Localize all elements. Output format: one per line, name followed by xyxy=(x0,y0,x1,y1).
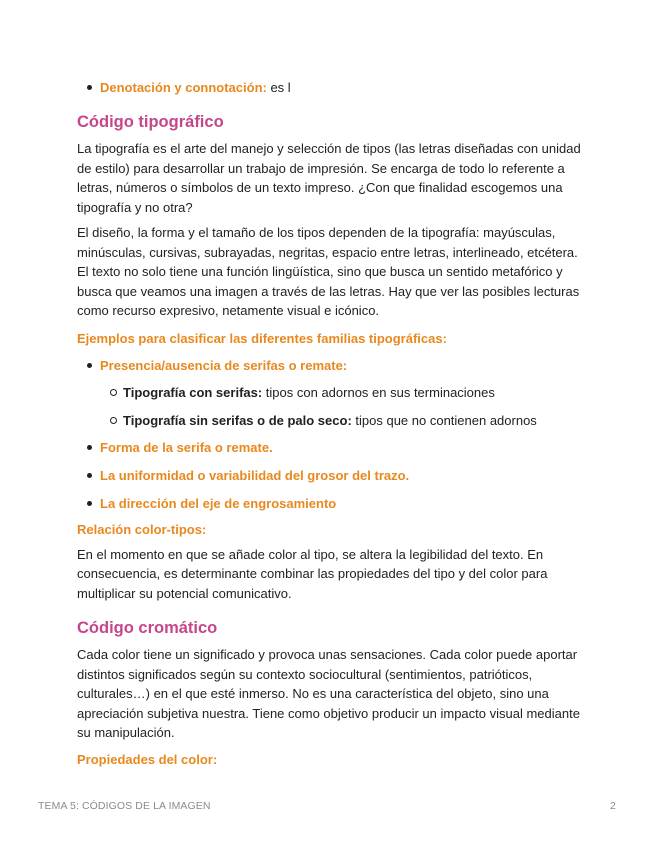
list-item xyxy=(77,78,587,97)
con-serifas-text: tipos con adornos en sus terminaciones xyxy=(262,384,495,400)
denotacion-label: Denotación y connotación: xyxy=(100,80,267,95)
tipografico-paragraph-1: La tipografía es el arte del manejo y selección de tipos (las letras diseñadas con unidad de estilo) para desarrollar un trabajo de impresión. Se encarga de todo lo referente a letras, números o símbolos de un texto impreso. ¿Con que finalidad escogemos una tipografía y no otra? xyxy=(77,141,581,215)
tipografico-paragraph-2: El diseño, la forma y el tamaño de los tipos dependen de la tipografía: mayúsculas, minúsculas, cursivas, subrayadas, negritas, espacio entre letras, interlineado, etcétera. El texto no solo tiene una función lingüística, sino que busca un sentido metafórico y busca que veamos una imagen a través de las letras. Hay que ver las posibles lecturas como recurso expresivo, netamente visual e icónico. xyxy=(77,225,580,318)
cromatico-paragraph-1: Cada color tiene un significado y provoca unas sensaciones. Cada color puede aportar distintos significados según su contexto sociocultural (sentimientos, patrióticos, culturales…) en el que esté inmerso. No es una característica del objeto, sino una apreciación subjetiva nuestra. Tiene como objetivo producir un impacto visual mediante su manipulación. xyxy=(77,647,580,740)
uniformidad-label: La uniformidad o variabilidad del grosor del trazo. xyxy=(100,467,410,483)
list-item xyxy=(77,438,587,457)
top-bullet-list xyxy=(77,78,587,97)
list-item xyxy=(77,383,587,402)
list-item xyxy=(77,466,587,485)
heading-codigo-tipografico: Código tipográfico xyxy=(77,113,224,131)
ejemplos-subheading: Ejemplos para clasificar las diferentes familias tipográficas: xyxy=(77,330,447,346)
page-content xyxy=(77,78,587,769)
direccion-eje-label: La dirección del eje de engrosamiento xyxy=(100,495,337,511)
list-item xyxy=(77,411,587,430)
page-number: 2 xyxy=(610,800,616,812)
presencia-label: Presencia/ausencia de serifas o remate: xyxy=(100,357,348,373)
footer-title: TEMA 5: CÓDIGOS DE LA IMAGEN xyxy=(38,800,211,812)
relacion-color-subheading: Relación color-tipos: xyxy=(77,521,207,537)
denotacion-text: es l xyxy=(266,80,291,95)
con-serifas-label: Tipografía con serifas: xyxy=(123,384,263,400)
propiedades-color-subheading: Propiedades del color: xyxy=(77,751,218,767)
forma-serifa-label: Forma de la serifa o remate. xyxy=(100,439,273,455)
list-item xyxy=(77,494,587,513)
sin-serifas-text: tipos que no contienen adornos xyxy=(351,412,537,428)
tipografico-paragraph-3: En el momento en que se añade color al tipo, se altera la legibilidad del texto. En consecuencia, es determinante combinar las propiedades del tipo y del color para multiplicar su potencial comunicativo. xyxy=(77,546,548,601)
sin-serifas-label: Tipografía sin serifas o de palo seco: xyxy=(123,412,352,428)
familias-list xyxy=(77,356,587,513)
list-item xyxy=(77,356,587,375)
heading-codigo-cromatico: Código cromático xyxy=(77,619,218,637)
